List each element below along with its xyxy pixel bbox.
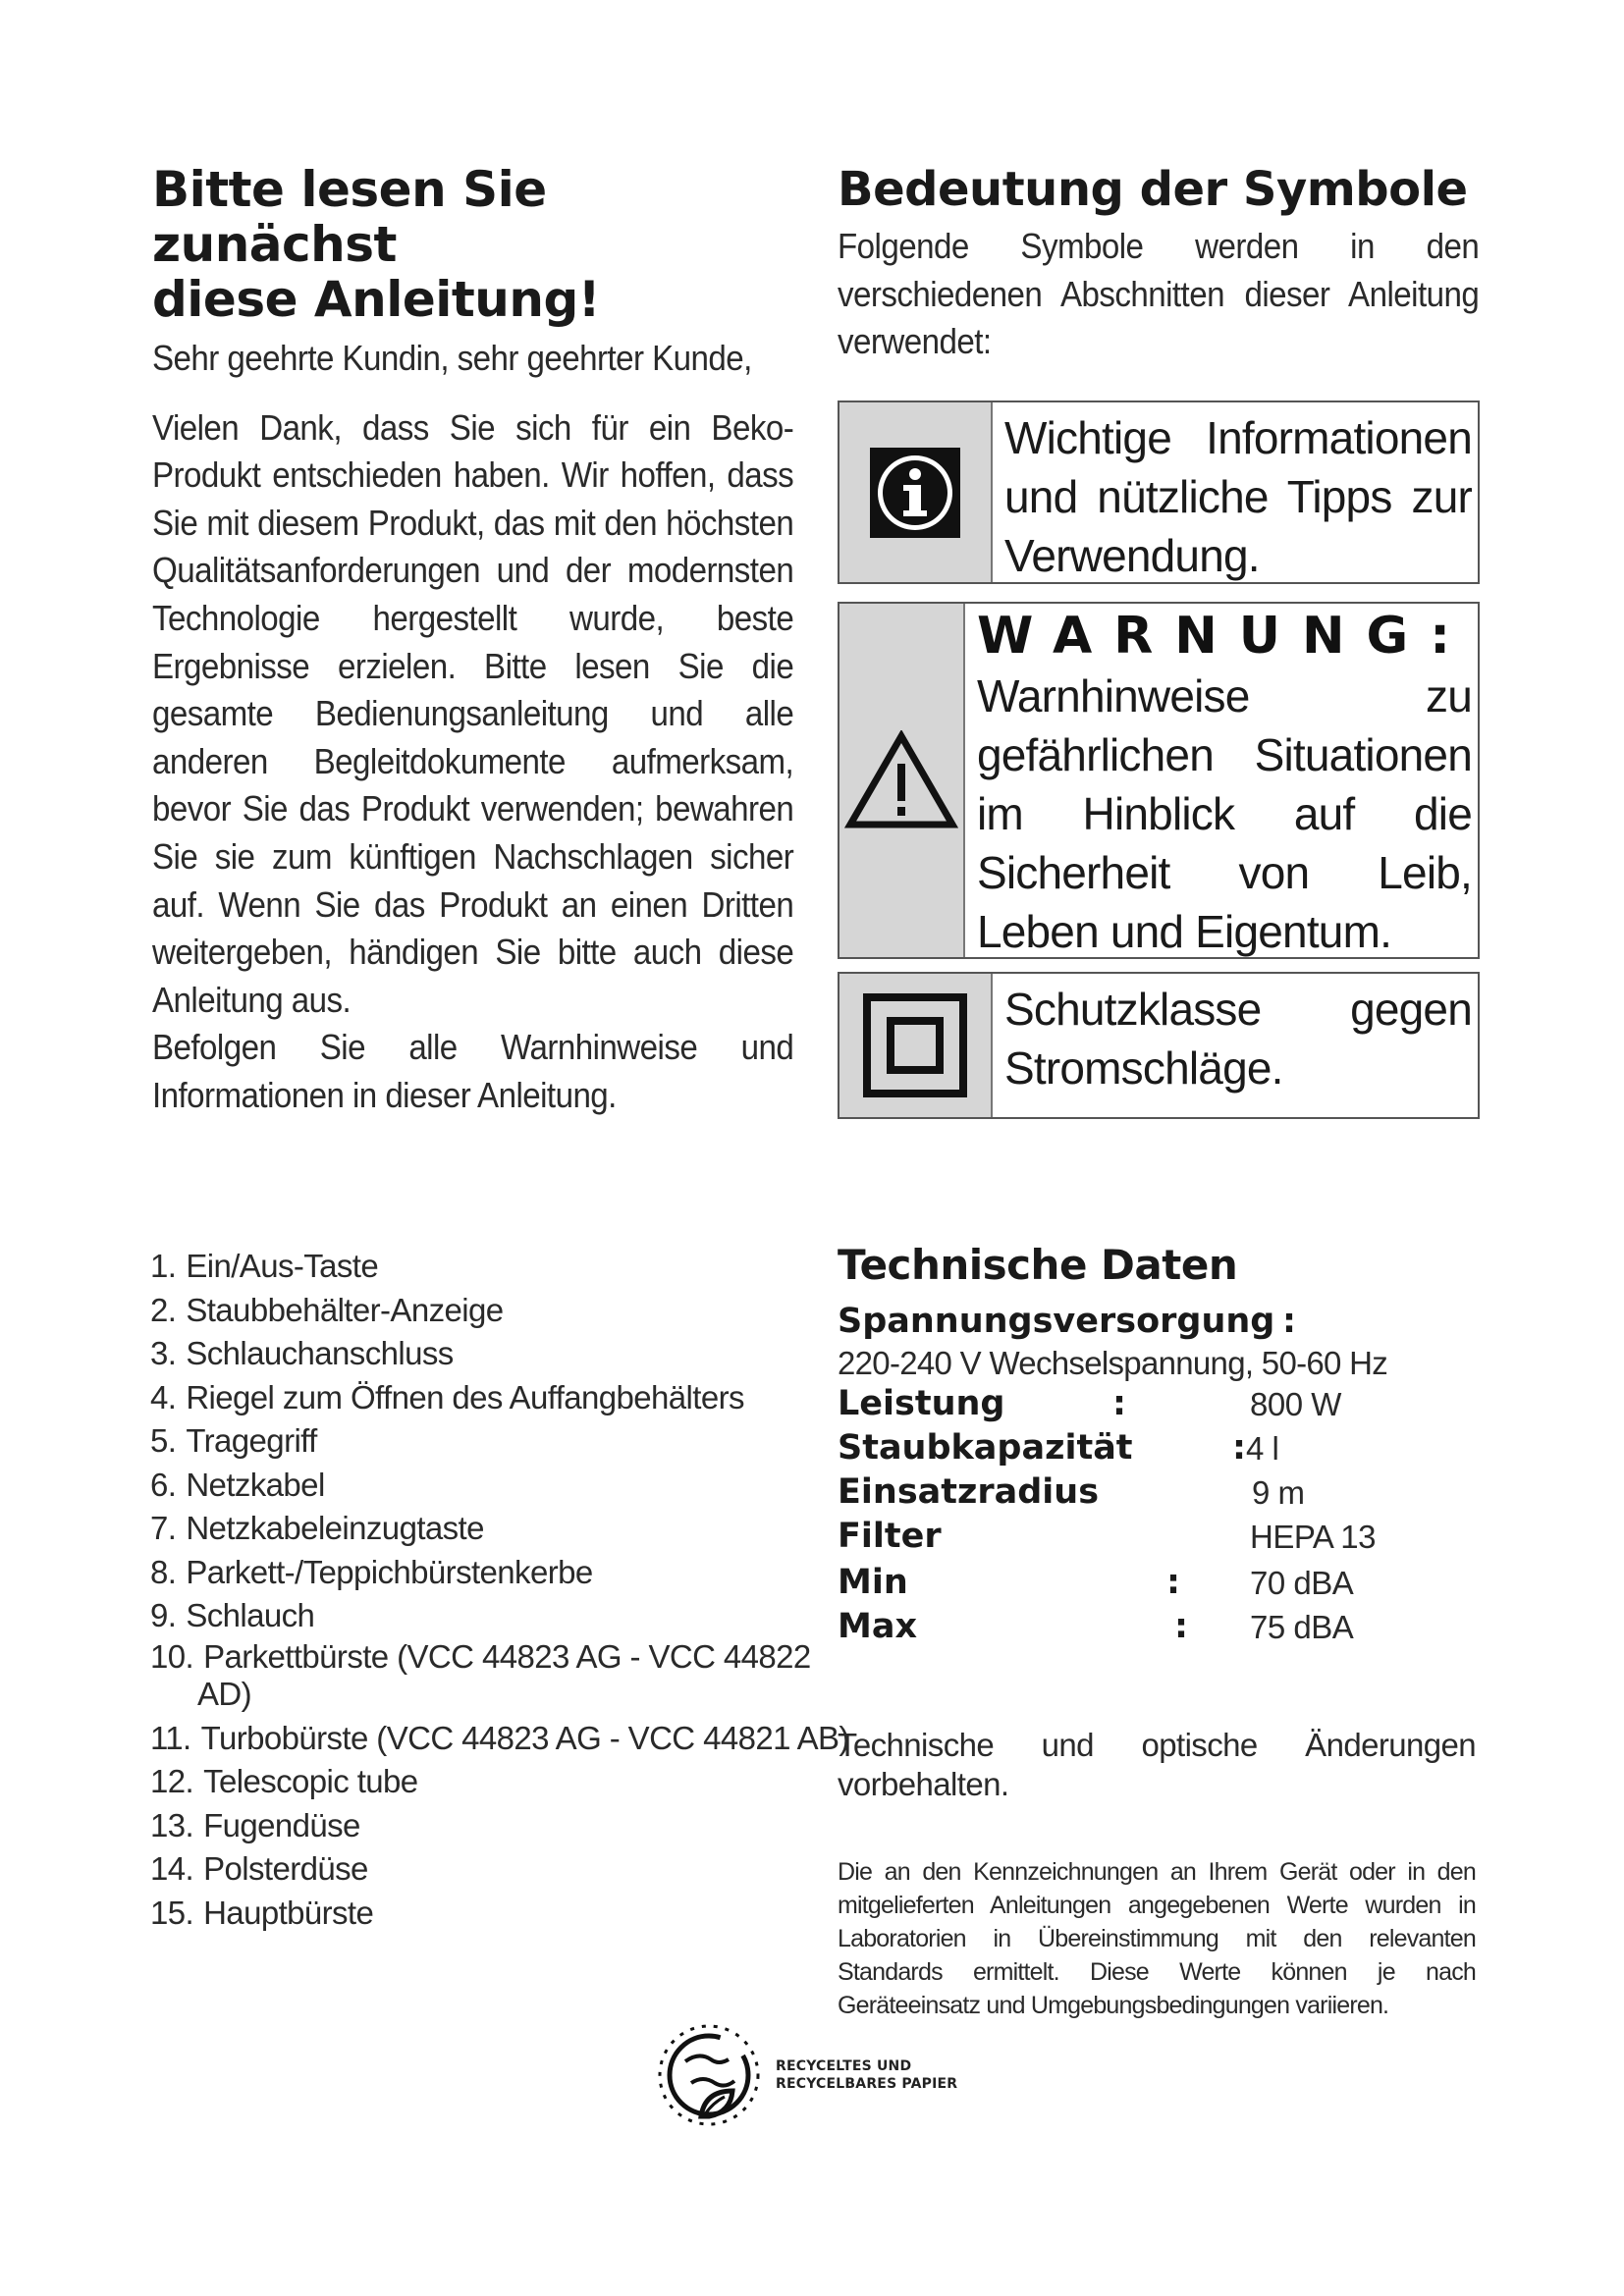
list-item: 14. Polsterdüse bbox=[150, 1850, 368, 1887]
spec-block bbox=[838, 1302, 1486, 1651]
spec-label: Spannungsversorgung bbox=[838, 1302, 1275, 1341]
info-icon bbox=[870, 448, 960, 538]
protection-symbol-text: Schutzklasse gegen Stromschläge. bbox=[1004, 984, 1472, 1094]
warning-heading: WARNUNG: bbox=[976, 607, 1472, 666]
list-item: 12. Telescopic tube bbox=[150, 1763, 418, 1799]
spec-row: Leistung : 800 W bbox=[838, 1384, 1341, 1423]
warning-symbol-text-block bbox=[965, 604, 1478, 957]
spec-row: Staubkapazität : 4 l bbox=[838, 1428, 1279, 1468]
symbols-section bbox=[838, 162, 1479, 366]
intro-closing: Befolgen Sie alle Warnhinweise und Informationen in dieser Anleitung. bbox=[152, 1027, 794, 1115]
tech-title: Technische Daten bbox=[838, 1241, 1238, 1289]
recycle-mark bbox=[656, 2022, 957, 2128]
symbols-lead: Folgende Symbole werden in den verschiedenen Abschnitten dieser Anleitung verwendet: bbox=[838, 226, 1480, 362]
spec-row: Min : 70 dBA bbox=[838, 1563, 1354, 1602]
protection-class-icon bbox=[862, 992, 968, 1098]
spec-row: Filter HEPA 13 bbox=[838, 1517, 1376, 1556]
spec-row: Max : 75 dBA bbox=[838, 1607, 1354, 1646]
protection-icon-cell bbox=[839, 974, 993, 1117]
info-icon-cell bbox=[839, 402, 993, 582]
intro-title-line2: diese Anleitung! bbox=[152, 271, 601, 328]
warning-icon bbox=[844, 730, 958, 830]
intro-greeting: Sehr geehrte Kundin, sehr geehrter Kunde, bbox=[152, 338, 752, 378]
list-item: 6. Netzkabel bbox=[150, 1466, 325, 1503]
spec-colon: : bbox=[1282, 1302, 1296, 1341]
list-item: 15. Hauptbürste bbox=[150, 1894, 374, 1931]
spec-value-supply: 220-240 V Wechselspannung, 50-60 Hz bbox=[838, 1345, 1388, 1381]
recycle-text: RECYCELTES UND RECYCELBARES PAPIER bbox=[776, 2058, 958, 2092]
list-item: 7. Netzkabeleinzugtaste bbox=[150, 1510, 484, 1546]
warning-symbol-box bbox=[838, 602, 1480, 959]
note-changes: Technische und optische Änderungen vorbehalten. bbox=[838, 1727, 1476, 1802]
protection-symbol-box bbox=[838, 972, 1480, 1119]
list-item: 13. Fugendüse bbox=[150, 1806, 360, 1843]
list-item: 2. Staubbehälter-Anzeige bbox=[150, 1291, 504, 1328]
list-item: 5. Tragegriff bbox=[150, 1422, 317, 1459]
parts-list bbox=[150, 1245, 849, 1935]
intro-title bbox=[152, 162, 793, 327]
list-item: 10. Parkettbürste (VCC 44823 AG - VCC 44822 AD) bbox=[150, 1637, 811, 1712]
spec-row: Einsatzradius 9 m bbox=[838, 1472, 1305, 1512]
warning-icon-cell bbox=[839, 604, 965, 957]
list-item: 8. Parkett-/Teppichbürstenkerbe bbox=[150, 1553, 593, 1590]
list-item: 11. Turbobürste (VCC 44823 AG - VCC 44821 AB) bbox=[150, 1719, 849, 1756]
recycle-globe-leaf-icon bbox=[656, 2022, 762, 2128]
info-symbol-text: Wichtige Informationen und nützliche Tipps zur Verwendung. bbox=[1004, 412, 1472, 581]
warning-symbol-text: Warnhinweise zu gefährlichen Situationen im Hinblick auf die Sicherheit von Leib, Leben und Eigentum. bbox=[976, 670, 1472, 957]
note-lab: Die an den Kennzeichnungen an Ihrem Gerät oder in den mitgelieferten Anleitungen angegebenen Werte wurden in Laboratorien in Übereinstimmung mit den relevanten Standards ermittelt. Diese Werte können je nach Geräteeinsatz und Umgebungsbedingungen variieren. bbox=[838, 1858, 1476, 2019]
list-item: 3. Schlauchanschluss bbox=[150, 1335, 454, 1371]
info-symbol-box bbox=[838, 400, 1480, 584]
list-item: 9. Schlauch bbox=[150, 1597, 315, 1633]
list-item: 1. Ein/Aus-Taste bbox=[150, 1248, 379, 1284]
intro-section bbox=[152, 162, 793, 1120]
spec-row-supply bbox=[838, 1302, 1486, 1345]
intro-title-line1: Bitte lesen Sie zunächst bbox=[152, 161, 547, 273]
symbols-title: Bedeutung der Symbole bbox=[838, 162, 1468, 217]
list-item: 4. Riegel zum Öffnen des Auffangbehälters bbox=[150, 1378, 744, 1415]
intro-paragraph: Vielen Dank, dass Sie sich für ein Beko-Produkt entschieden haben. Wir hoffen, dass Sie mit diesem Produkt, das mit den höchsten Qualitätsanforderungen und der modernsten Technologie hergestellt wurde, beste Ergebnisse erzielen. Bitte lesen Sie die gesamte Bedienungsanleitung und alle anderen Begleitdokumente aufmerksam, bevor Sie das Produkt verwenden; bewahren Sie sie zum künftigen Nachschlagen sicher auf. Wenn Sie das Produkt an einen Dritten weitergeben, händigen Sie bitte auch diese Anleitung aus. bbox=[152, 406, 794, 1020]
